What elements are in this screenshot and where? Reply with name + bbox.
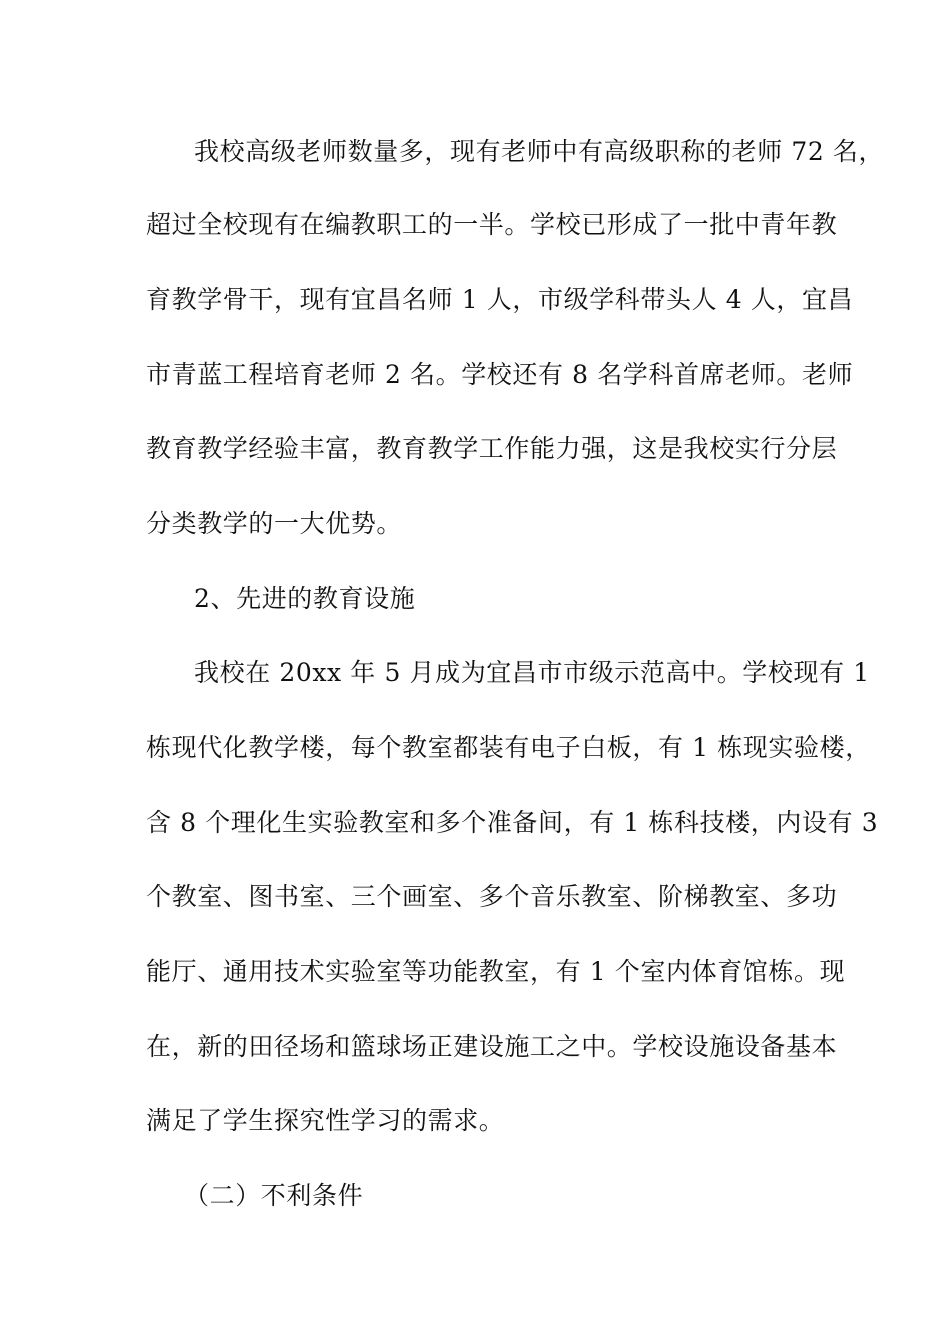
paragraph-1-line-5: 教育教学经验丰富，教育教学工作能力强，这是我校实行分层 <box>146 434 838 463</box>
paragraph-1-line-6: 分类教学的一大优势。 <box>146 509 403 538</box>
paragraph-2-line-6: 在，新的田径场和篮球场正建设施工之中。学校设施设备基本 <box>146 1032 838 1061</box>
paragraph-1-line-4: 市青蓝工程培育老师 2 名。学校还有 8 名学科首席老师。老师 <box>146 360 854 389</box>
paragraph-1-line-1: 我校高级老师数量多，现有老师中有高级职称的老师 72 名， <box>194 137 885 166</box>
paragraph-1-line-3: 育教学骨干，现有宜昌名师 1 人，市级学科带头人 4 人，宜昌 <box>146 285 854 314</box>
paragraph-2-line-7: 满足了学生探究性学习的需求。 <box>146 1106 505 1135</box>
paragraph-2-line-1: 我校在 20xx 年 5 月成为宜昌市市级示范高中。学校现有 1 <box>194 658 870 687</box>
section-heading-facilities: 2、先进的教育设施 <box>194 584 416 613</box>
paragraph-2-line-4: 个教室、图书室、三个画室、多个音乐教室、阶梯教室、多功 <box>146 882 838 911</box>
paragraph-2-line-2: 栋现代化教学楼，每个教室都装有电子白板，有 1 栋现实验楼， <box>146 733 871 762</box>
paragraph-2-line-5: 能厅、通用技术实验室等功能教室，有 1 个室内体育馆栋。现 <box>146 957 846 986</box>
paragraph-1-line-2: 超过全校现有在编教职工的一半。学校已形成了一批中青年教 <box>146 210 838 239</box>
paragraph-2-line-3: 含 8 个理化生实验教室和多个准备间，有 1 栋科技楼，内设有 3 <box>146 808 879 837</box>
section-heading-unfavorable-conditions: （二）不利条件 <box>184 1181 364 1210</box>
